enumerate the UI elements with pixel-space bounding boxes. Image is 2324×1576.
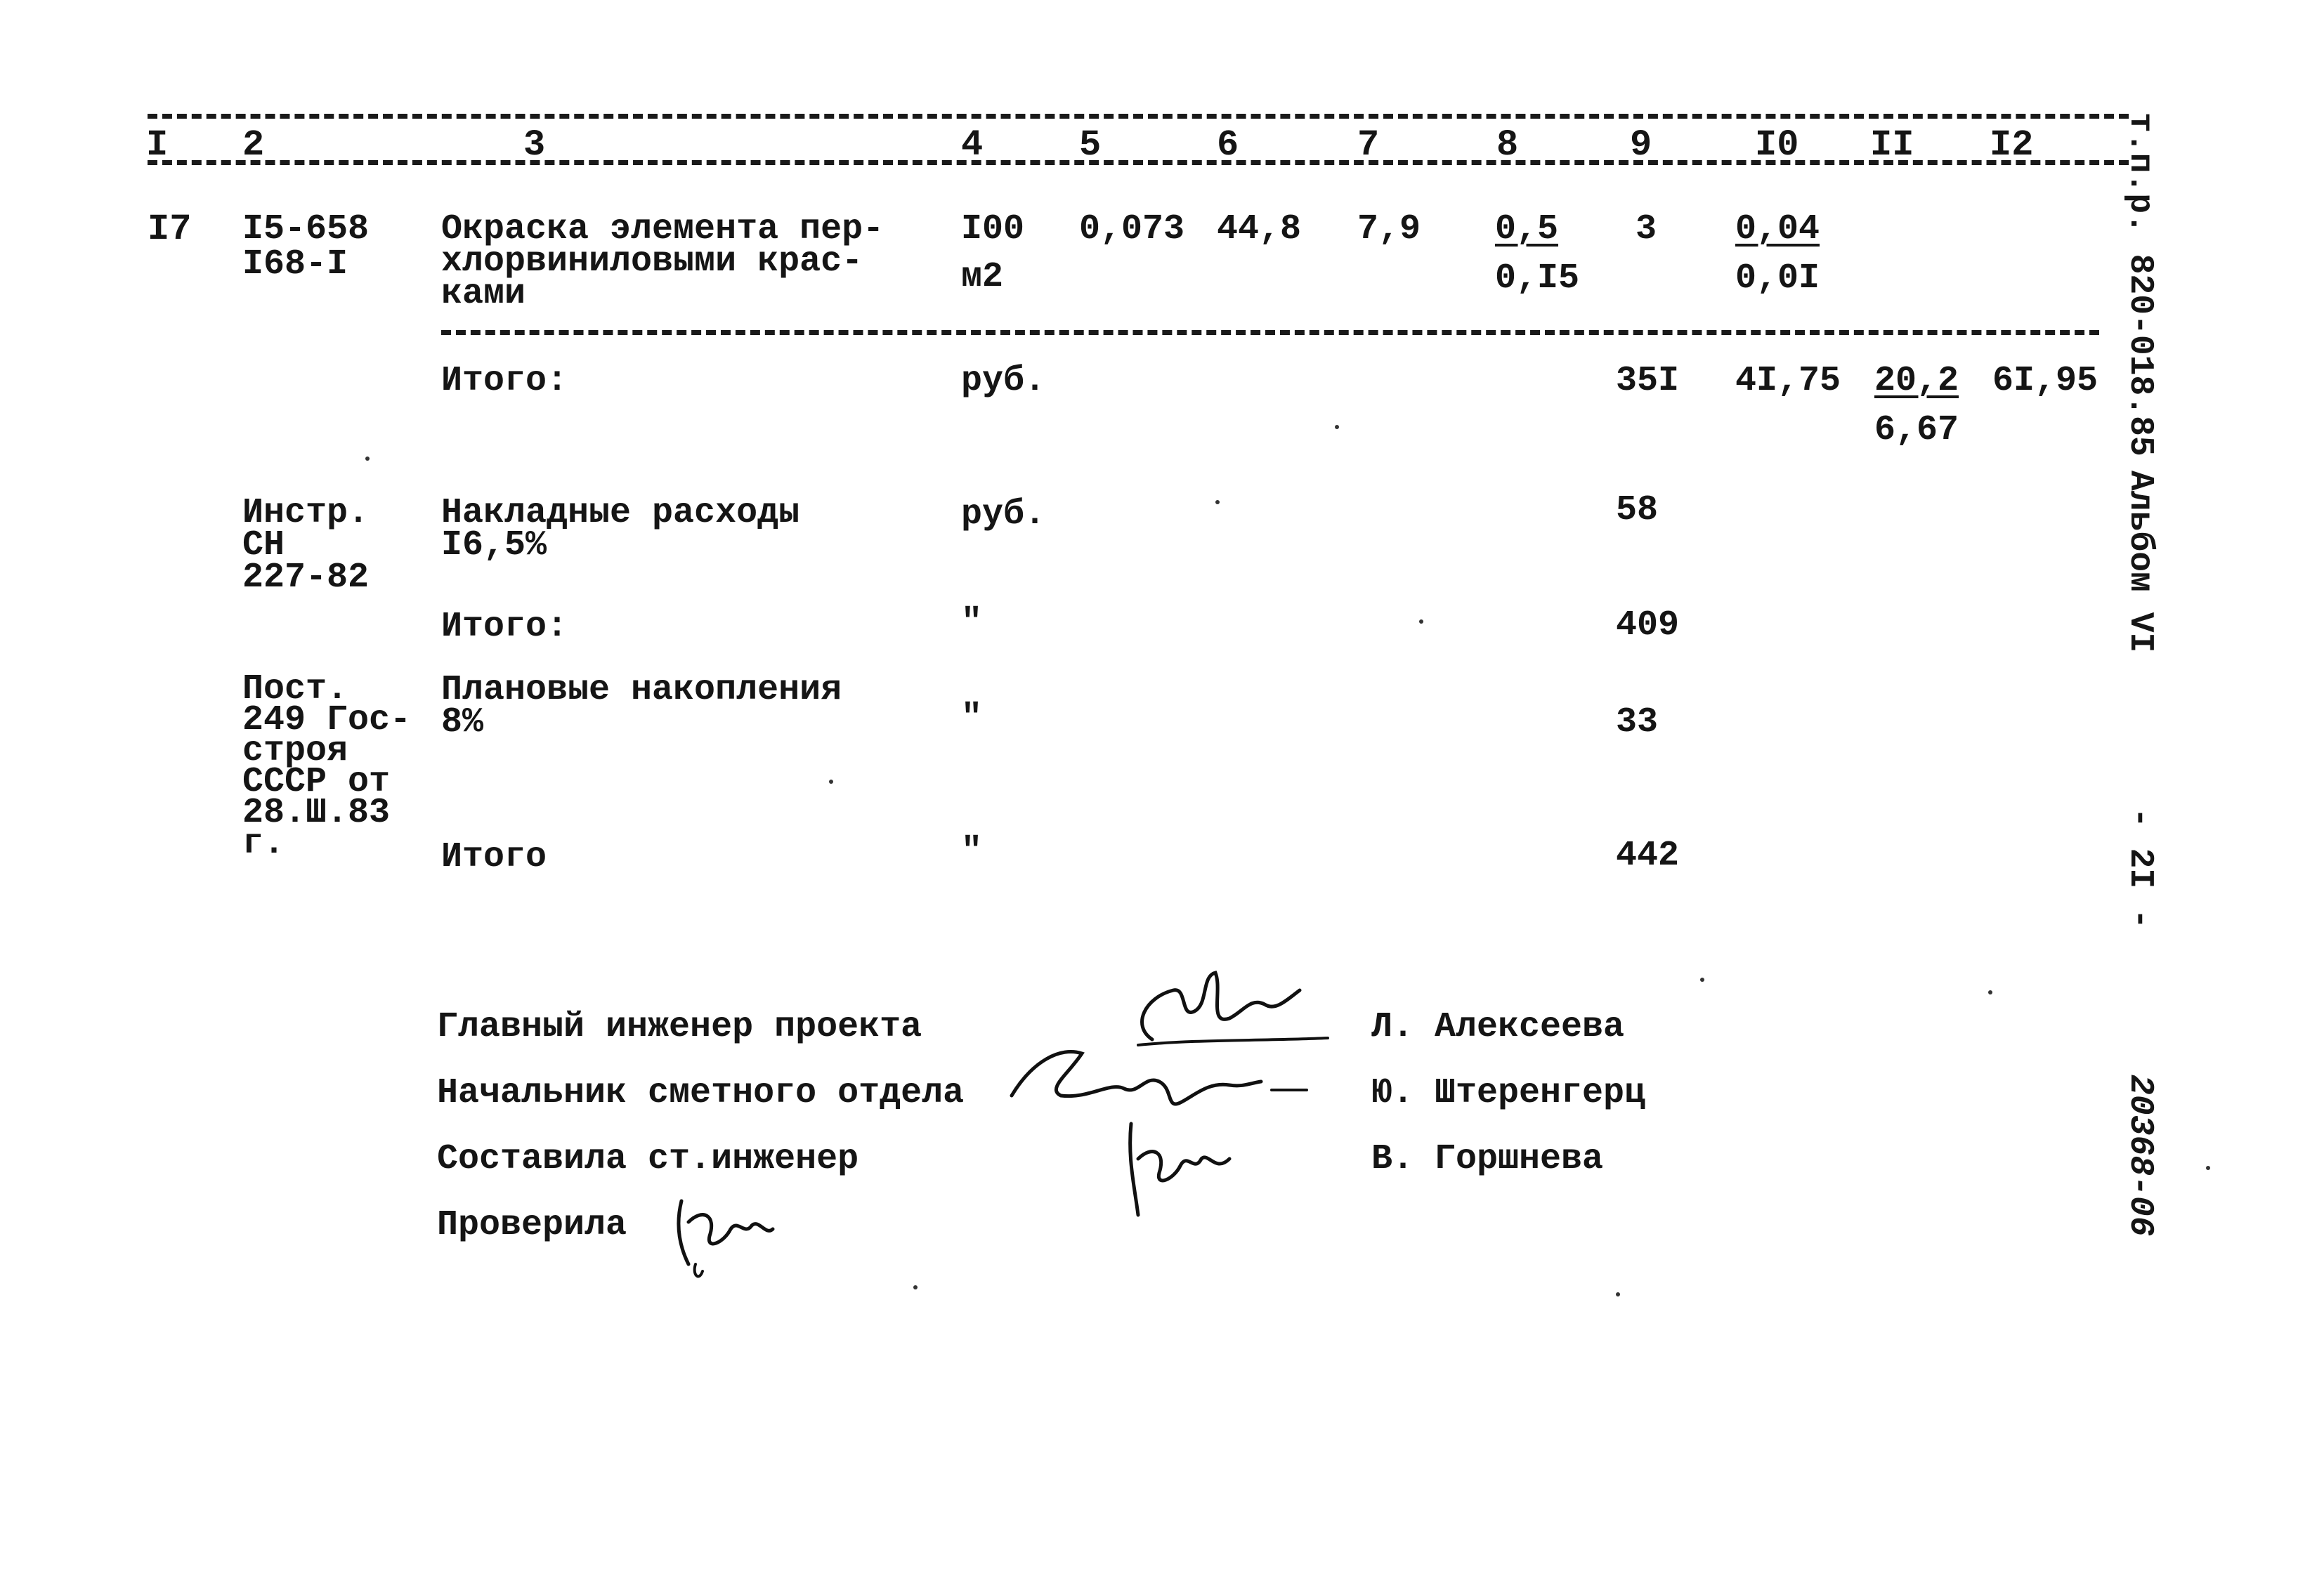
grand-total-unit: " xyxy=(961,832,983,872)
col8-value-bottom: 0,I5 xyxy=(1495,258,1580,298)
total-unit: руб. xyxy=(961,361,1046,401)
overhead-basis: Инстр. СН 227-82 xyxy=(242,493,370,598)
col-header-3: 3 xyxy=(523,124,546,166)
col-header-12: I2 xyxy=(1990,124,2034,166)
signature-compiler-handwriting xyxy=(1117,1117,1251,1222)
section-rule xyxy=(441,330,2099,335)
signature-role-compiler: Составила ст.инженер xyxy=(437,1139,859,1179)
col8-value-top: 0,5 xyxy=(1495,209,1559,249)
signature-estimate-head-handwriting xyxy=(1005,1032,1314,1117)
total-col11-bottom: 6,67 xyxy=(1874,410,1959,450)
col-header-2: 2 xyxy=(242,124,265,166)
savings-label: Плановые накопления 8% xyxy=(441,670,842,742)
savings-basis: Пост. 249 Гос- строя СССР от 28.Ш.83 г. xyxy=(242,669,412,864)
overhead-unit: руб. xyxy=(961,494,1046,534)
scan-speck xyxy=(829,780,833,784)
total-col11-top: 20,2 xyxy=(1874,361,1959,401)
signature-name-estimate-head: Ю. Штеренгерц xyxy=(1371,1073,1646,1113)
scan-speck xyxy=(913,1285,918,1289)
col7-value: 7,9 xyxy=(1357,209,1421,249)
col-header-8: 8 xyxy=(1496,124,1519,166)
scan-speck xyxy=(1988,990,1992,994)
price-code-sub: I68-I xyxy=(242,244,348,284)
total-col10: 4I,75 xyxy=(1735,361,1841,401)
side-album-label: Альбом VI xyxy=(2121,471,2159,653)
signature-role-estimate-head: Начальник сметного отдела xyxy=(437,1073,965,1113)
grand-total-col9: 442 xyxy=(1616,836,1680,876)
col-header-7: 7 xyxy=(1357,124,1380,166)
side-document-number: 20368-06 xyxy=(2121,1075,2159,1237)
signature-role-checker: Проверила xyxy=(437,1205,627,1245)
col-header-5: 5 xyxy=(1079,124,1102,166)
scan-speck xyxy=(1215,500,1220,504)
col-header-1: I xyxy=(146,124,169,166)
side-page-number: - 2I - xyxy=(2121,808,2159,929)
savings-unit: " xyxy=(961,698,983,738)
subtotal-col9: 409 xyxy=(1616,605,1680,645)
col6-value: 44,8 xyxy=(1217,209,1302,249)
total-label: Итого: xyxy=(441,361,568,401)
scan-speck xyxy=(1700,978,1704,982)
scan-speck xyxy=(1335,425,1339,429)
col-header-10: I0 xyxy=(1755,124,1799,166)
col-header-9: 9 xyxy=(1630,124,1652,166)
col5-value: 0,073 xyxy=(1079,209,1185,249)
work-description: Окраска элемента пер- хлорвиниловыми крас- ками xyxy=(441,209,884,314)
col10-value-top: 0,04 xyxy=(1735,209,1820,249)
savings-col9: 33 xyxy=(1616,702,1659,742)
total-col9: 35I xyxy=(1616,361,1680,401)
scan-speck xyxy=(1616,1292,1620,1296)
col-header-6: 6 xyxy=(1217,124,1239,166)
col10-value-bottom: 0,0I xyxy=(1735,258,1820,298)
header-top-rule xyxy=(148,114,2129,119)
grand-total-label: Итого xyxy=(441,837,547,877)
col9-value: 3 xyxy=(1636,209,1657,249)
unit-measure: м2 xyxy=(961,257,1004,297)
signature-name-compiler: В. Горшнева xyxy=(1371,1139,1604,1179)
signature-role-chief-engineer: Главный инженер проекта xyxy=(437,1007,922,1047)
col-header-4: 4 xyxy=(961,124,984,166)
unit-quantity: I00 xyxy=(961,209,1025,249)
row-number: I7 xyxy=(148,209,192,250)
scan-speck xyxy=(2206,1166,2210,1170)
col-header-11: II xyxy=(1870,124,1914,166)
subtotal-unit: " xyxy=(961,603,983,643)
overhead-label: Накладные расходы I6,5% xyxy=(441,493,800,565)
scan-speck xyxy=(365,457,370,461)
header-bottom-rule xyxy=(148,160,2129,165)
side-project-code: т.п.р. 820-018.85 xyxy=(2121,112,2159,457)
total-col12: 6I,95 xyxy=(1992,361,2098,401)
signature-checker-handwriting xyxy=(667,1187,780,1285)
price-code: I5-658 xyxy=(242,209,370,249)
signature-name-chief-engineer: Л. Алексеева xyxy=(1371,1007,1625,1047)
scan-speck xyxy=(1419,619,1423,624)
subtotal-label: Итого: xyxy=(441,607,568,647)
overhead-col9: 58 xyxy=(1616,490,1659,530)
